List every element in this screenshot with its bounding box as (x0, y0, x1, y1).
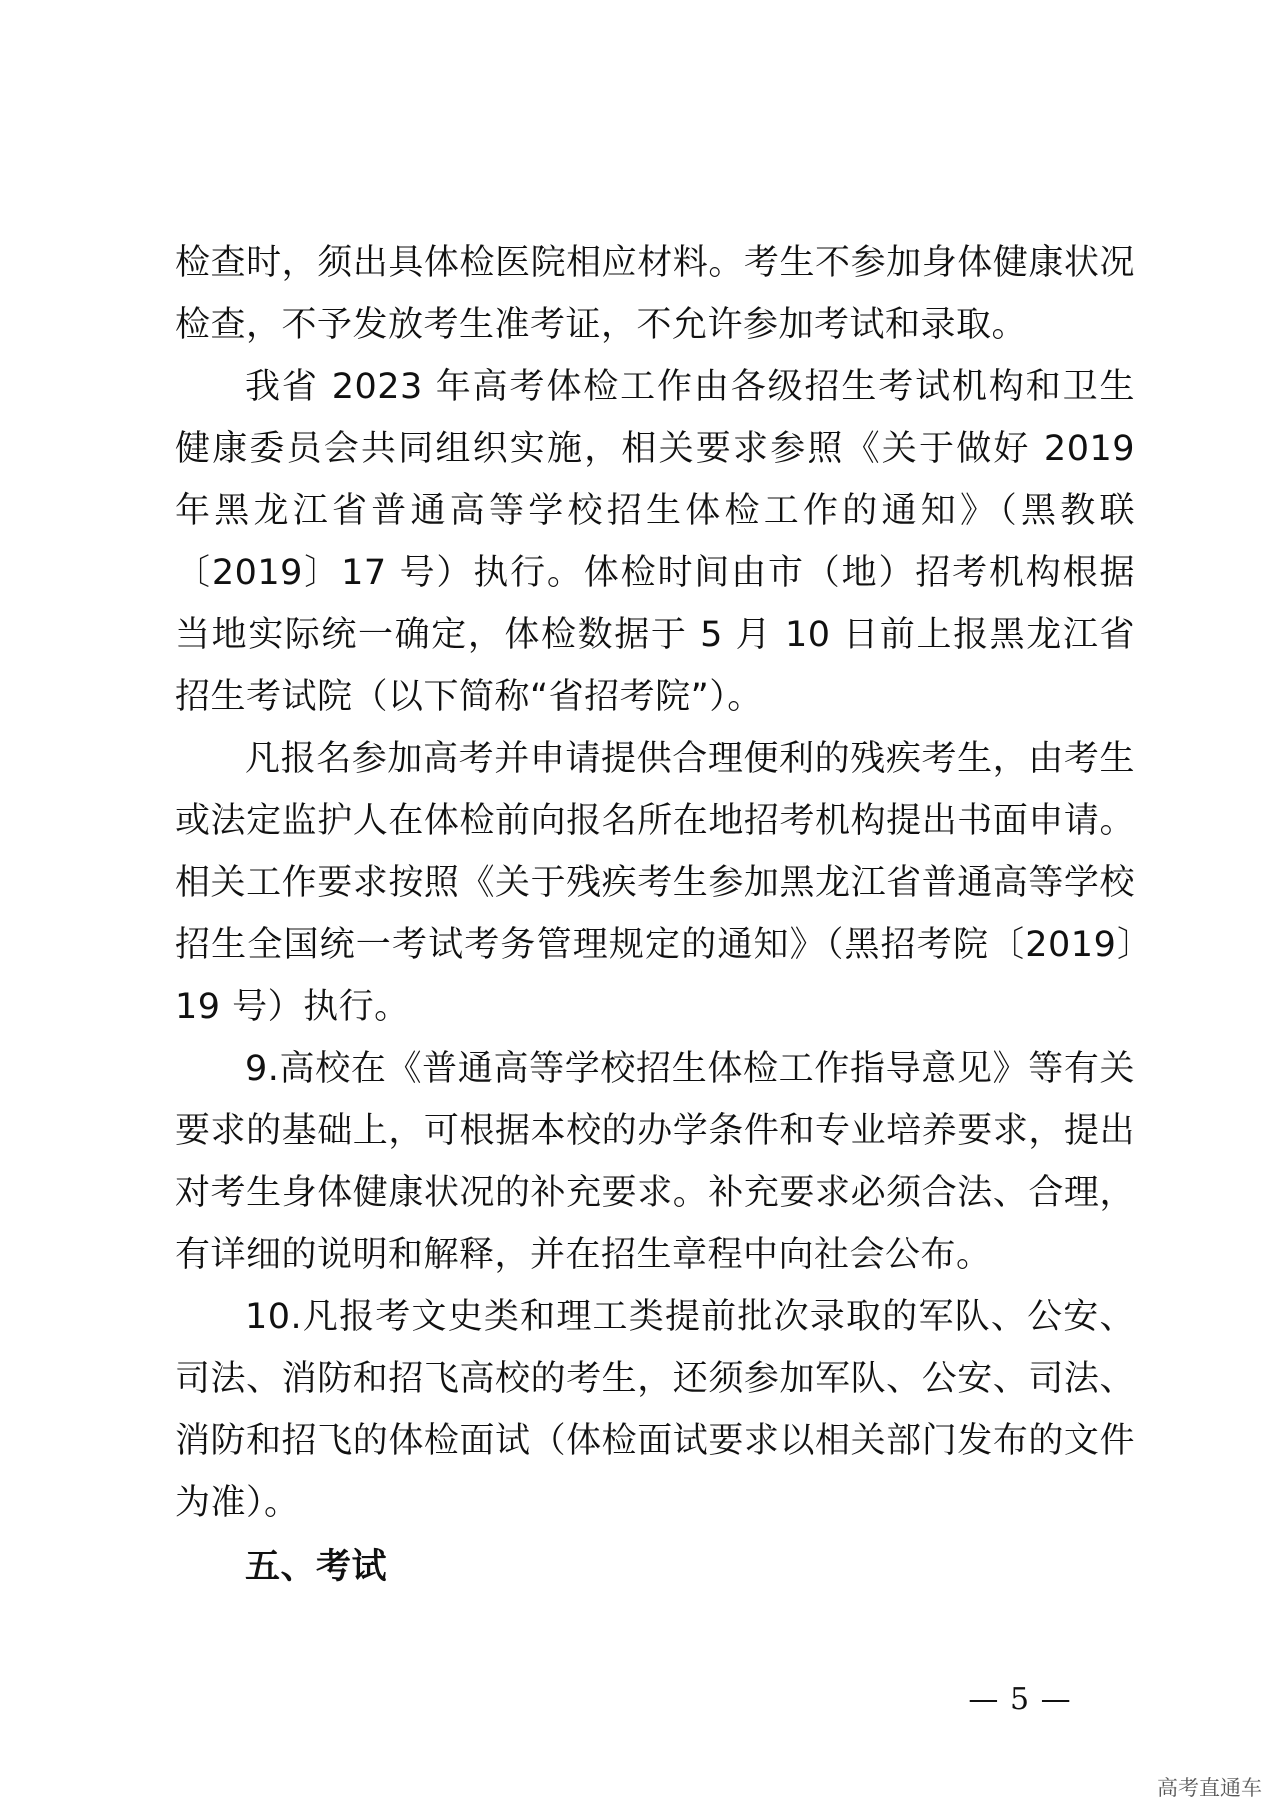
paragraph-disabled-candidates: 凡报名参加高考并申请提供合理便利的残疾考生，由考生或法定监护人在体检前向报名所在地招考机构提出书面申请。相关工作要求按照《关于残疾考生参加黑龙江省普通高等学校招生全国统一考试考务管理规定的通知》（黑招考院〔2019〕19 号）执行。 (175, 739, 1135, 1027)
document-body (175, 232, 1135, 1598)
paragraph-exam-arrangement: 我省 2023 年高考体检工作由各级招生考试机构和卫生健康委员会共同组织实施，相关要求参照《关于做好 2019 年黑龙江省普通高等学校招生体检工作的通知》（黑教联〔2019〕17 号）执行。体检时间由市（地）招考机构根据当地实际统一确定，体检数据于 5 月 10 日前上报黑龙江省招生考试院（以下简称“省招考院”）。 (175, 367, 1135, 717)
section-heading: 五、考试 (245, 1547, 388, 1587)
paragraph-item-10: 10.凡报考文史类和理工类提前批次录取的军队、公安、司法、消防和招飞高校的考生，还须参加军队、公安、司法、消防和招飞的体检面试（体检面试要求以相关部门发布的文件为准）。 (175, 1297, 1135, 1523)
page-number-text: — 5 — (968, 1682, 1072, 1717)
paragraph-continuation: 检查时，须出具体检医院相应材料。考生不参加身体健康状况检查，不予发放考生准考证，不允许参加考试和录取。 (175, 243, 1135, 345)
watermark: 高考直通车 (1157, 1776, 1262, 1800)
page-number (0, 1682, 1280, 1717)
paragraph-item-9: 9.高校在《普通高等学校招生体检工作指导意见》等有关要求的基础上，可根据本校的办学条件和专业培养要求，提出对考生身体健康状况的补充要求。补充要求必须合法、合理，有详细的说明和解释，并在招生章程中向社会公布。 (175, 1049, 1135, 1275)
